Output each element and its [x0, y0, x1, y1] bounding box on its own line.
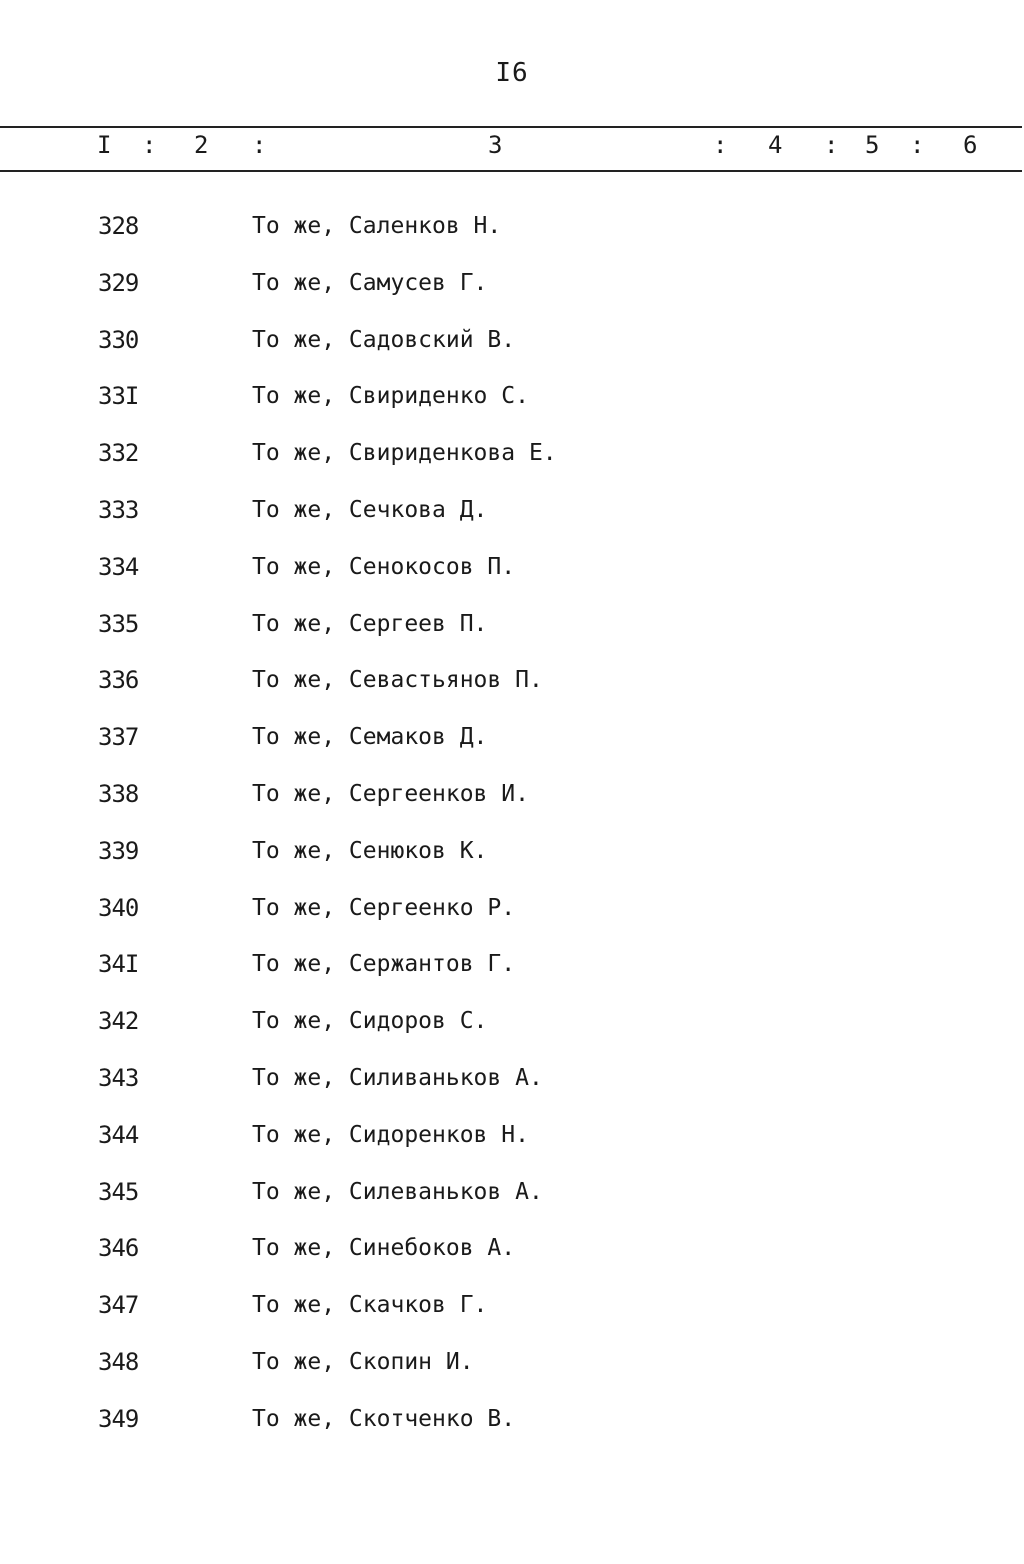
row-text: То же, Синебоков А. — [252, 1235, 516, 1262]
column-separator: : — [142, 131, 157, 159]
row-text: То же, Сидоров С. — [252, 1008, 488, 1035]
row-number: 342 — [98, 1007, 139, 1036]
row-number: 339 — [98, 836, 139, 865]
table-row — [0, 771, 1024, 828]
table-row — [0, 941, 1024, 998]
row-number: 337 — [98, 723, 139, 752]
row-number: 345 — [98, 1177, 139, 1206]
row-number: 332 — [98, 439, 139, 468]
table-row — [0, 203, 1024, 260]
row-text: То же, Сергеев П. — [252, 610, 488, 637]
table-row — [0, 714, 1024, 771]
table-row — [0, 828, 1024, 885]
column-header-6: 6 — [963, 131, 978, 159]
row-number: 346 — [98, 1234, 139, 1263]
column-separator: : — [824, 131, 839, 159]
row-number: 349 — [98, 1404, 139, 1433]
column-header-3: 3 — [488, 131, 503, 159]
row-number: 335 — [98, 609, 139, 638]
table-row — [0, 487, 1024, 544]
table-row — [0, 998, 1024, 1055]
column-separator: : — [713, 131, 728, 159]
table-row — [0, 1169, 1024, 1226]
column-separator: : — [252, 131, 267, 159]
row-number: 330 — [98, 325, 139, 354]
row-text: То же, Скопин И. — [252, 1348, 474, 1375]
row-text: То же, Свириденко С. — [252, 383, 529, 410]
table-row — [0, 885, 1024, 942]
row-text: То же, Сергеенко Р. — [252, 894, 516, 921]
row-text: То же, Сержантов Г. — [252, 951, 516, 978]
table-rule-bottom — [0, 170, 1022, 172]
row-text: То же, Севастьянов П. — [252, 667, 543, 694]
table-body — [0, 203, 1024, 1453]
column-header-4: 4 — [768, 131, 783, 159]
row-number: 348 — [98, 1347, 139, 1376]
row-text: То же, Сергеенков И. — [252, 780, 529, 807]
row-number: 334 — [98, 552, 139, 581]
table-row — [0, 601, 1024, 658]
row-text: То же, Самусев Г. — [252, 269, 488, 296]
row-text: То же, Садовский В. — [252, 326, 516, 353]
column-header-5: 5 — [865, 131, 880, 159]
row-number: 338 — [98, 779, 139, 808]
row-text: То же, Свириденкова Е. — [252, 440, 557, 467]
row-number: 340 — [98, 893, 139, 922]
table-row — [0, 373, 1024, 430]
table-row — [0, 1282, 1024, 1339]
row-number: 34I — [98, 950, 139, 979]
row-number: 343 — [98, 1063, 139, 1092]
table-row — [0, 260, 1024, 317]
table-row — [0, 1339, 1024, 1396]
table-row — [0, 657, 1024, 714]
table-row — [0, 544, 1024, 601]
row-text: То же, Скотченко В. — [252, 1405, 516, 1432]
row-number: 33I — [98, 382, 139, 411]
row-text: То же, Сечкова Д. — [252, 496, 488, 523]
row-number: 344 — [98, 1120, 139, 1149]
row-number: 328 — [98, 212, 139, 240]
table-row — [0, 1112, 1024, 1169]
row-text: То же, Саленков Н. — [252, 213, 502, 239]
table-rule-top — [0, 126, 1022, 128]
table-row — [0, 317, 1024, 374]
row-number: 347 — [98, 1291, 139, 1320]
column-header-2: 2 — [194, 131, 209, 159]
row-text: То же, Сидоренков Н. — [252, 1121, 529, 1148]
table-row — [0, 1055, 1024, 1112]
row-text: То же, Сенокосов П. — [252, 553, 516, 580]
table-row — [0, 1225, 1024, 1282]
row-text: То же, Силеваньков А. — [252, 1178, 543, 1205]
row-text: То же, Сенюков К. — [252, 837, 488, 864]
row-number: 336 — [98, 666, 139, 695]
column-header-1: I — [97, 131, 112, 159]
row-text: То же, Семаков Д. — [252, 724, 488, 751]
row-text: То же, Силиваньков А. — [252, 1064, 543, 1091]
row-number: 333 — [98, 495, 139, 524]
column-separator: : — [910, 131, 925, 159]
row-text: То же, Скачков Г. — [252, 1292, 488, 1319]
page-number: I6 — [495, 58, 529, 88]
table-row — [0, 1396, 1024, 1453]
row-number: 329 — [98, 268, 139, 297]
table-row — [0, 430, 1024, 487]
